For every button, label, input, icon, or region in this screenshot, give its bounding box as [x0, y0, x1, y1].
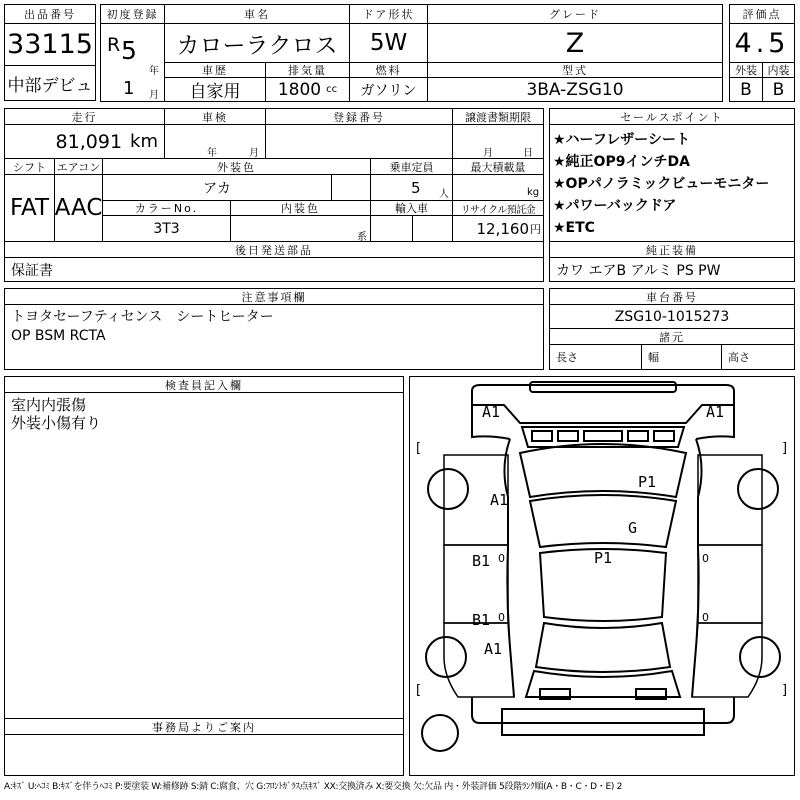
- sales-points-list: [549, 124, 795, 242]
- office-notes-header: 事務局よりご案内: [4, 718, 404, 735]
- office-notes-body: [4, 734, 404, 776]
- exterior-grade-value: B: [729, 77, 763, 102]
- inspector-notes-header: 検査員記入欄: [4, 376, 404, 393]
- grade-header: グレード: [427, 4, 723, 24]
- dimensions-header: 諸元: [549, 328, 795, 345]
- month-unit: 月: [149, 90, 159, 101]
- model-code-header: 型式: [427, 62, 723, 78]
- transfer-deadline-header: 譲渡書類期限: [452, 108, 544, 125]
- right-rear-fender-outline: [692, 623, 762, 697]
- interior-grade-value: B: [762, 77, 795, 102]
- spare-tire-outline: [422, 715, 458, 751]
- mark-left-front-fender: A1: [490, 491, 509, 509]
- inspector-note-line: 外装小傷有り: [11, 414, 102, 432]
- mark-left-rear-door: B1: [472, 611, 491, 629]
- bracket-right-upper: ]: [782, 441, 788, 456]
- displacement-value: 1800: [277, 79, 322, 100]
- score-value: 4.5: [729, 23, 795, 63]
- chassis-no-header: 車台番号: [549, 288, 795, 305]
- lot-no-header: 出品番号: [4, 4, 96, 24]
- color-no-header: カラーNo.: [102, 200, 231, 216]
- inspector-note-line: 室内内張傷: [11, 396, 87, 414]
- zero-mark-rear-door: 0: [498, 611, 505, 624]
- zero-mark-right-front-door: 0: [702, 552, 709, 565]
- sales-point-item: ★パワーバックドア: [553, 198, 677, 214]
- notes-header: 注意事項欄: [4, 288, 544, 305]
- sales-point-item: ★ハーフレザーシート: [553, 132, 691, 148]
- sales-point-item: ★ETC: [553, 220, 595, 236]
- genuine-equipment-value: カワ エアB アルミ PS PW: [549, 257, 795, 282]
- trunk-outline: [526, 671, 680, 697]
- notes-line: トヨタセーフティセンス シートヒーター: [11, 309, 274, 325]
- capacity-header: 乗車定員: [370, 158, 453, 175]
- sales-point-item: ★純正OP9インチDA: [553, 154, 690, 170]
- mark-front-left: A1: [482, 403, 501, 421]
- import-cell-a: [370, 215, 413, 242]
- zero-mark-front-door: 0: [498, 552, 505, 565]
- mark-left-front-door: B1: [472, 552, 491, 570]
- grille-slot: [584, 431, 622, 441]
- max-load-unit: kg: [527, 187, 540, 198]
- accessories-value: 保証書: [4, 257, 544, 282]
- fuel-value: ガソリン: [349, 77, 428, 102]
- car-name-value: カローラクロス: [164, 23, 350, 63]
- max-load-header: 最大積載量: [452, 158, 544, 175]
- grille-slot: [532, 431, 552, 441]
- recycle-cell: [452, 215, 544, 242]
- grille-slot: [628, 431, 648, 441]
- ext-color-value: アカ: [102, 174, 332, 201]
- mileage-cell: [4, 124, 165, 159]
- int-color-unit: 系: [357, 232, 367, 242]
- history-header: 車歴: [164, 62, 266, 78]
- mark-left-rear-fender: A1: [484, 640, 503, 658]
- displacement-unit: cc: [326, 84, 338, 95]
- fuel-header: 燃料: [349, 62, 428, 78]
- first-reg-header: 初度登録: [100, 4, 165, 24]
- history-value: 自家用: [164, 77, 266, 102]
- era-letter: R: [107, 34, 121, 56]
- transfer-deadline-cell: [452, 124, 544, 159]
- inspection-month-unit: 月: [249, 148, 259, 159]
- damage-diagram: [409, 376, 795, 776]
- model-code-value: 3BA-ZSG10: [427, 77, 723, 102]
- windshield-outline: [530, 495, 676, 547]
- right-body-line: [692, 439, 702, 697]
- left-mirror-outline: [428, 469, 468, 509]
- displacement-cell: [265, 77, 350, 102]
- inspection-header: 車検: [164, 108, 266, 125]
- ext-color-sub: [331, 174, 371, 201]
- right-mirror-outline: [738, 469, 778, 509]
- bracket-right-lower: ]: [782, 683, 788, 698]
- capacity-value: 5: [411, 179, 421, 197]
- score-header: 評価点: [729, 4, 795, 24]
- mileage-header: 走行: [4, 108, 165, 125]
- import-header: 輸入車: [370, 200, 453, 216]
- height-cell: 高さ: [721, 344, 795, 370]
- grille-slot: [654, 431, 674, 441]
- front-bumper-outline: [530, 382, 676, 392]
- transfer-month-unit: 月: [483, 148, 493, 159]
- shift-header: シフト: [4, 158, 55, 175]
- displacement-header: 排気量: [265, 62, 350, 78]
- hood-outline: [520, 444, 686, 497]
- sales-points-header: セールスポイント: [549, 108, 795, 125]
- legend-footer: A:ｷｽﾞ U:ﾍｺﾐ B:ｷｽﾞを伴うﾍｺﾐ P:要塗装 W:補修跡 S:錆 C:腐食、穴 G:ﾌﾛﾝﾄｶﾞﾗｽ点ｷｽﾞ XX:交換済み X:要交換 欠:欠品 内・外装評価 5段階ﾗﾝｸ順(A・B・C・D・E) 2: [4, 782, 623, 792]
- aircon-header: エアコン: [54, 158, 103, 175]
- accessories-header: 後日発送部品: [4, 241, 544, 258]
- mark-windshield: G: [628, 519, 638, 537]
- inspection-year-unit: 年: [207, 148, 217, 159]
- ext-color-header: 外装色: [102, 158, 371, 175]
- zero-mark-right-rear-door: 0: [702, 611, 709, 624]
- year-unit: 年: [149, 66, 159, 77]
- mark-roof: P1: [594, 549, 613, 567]
- left-rear-fender-outline: [444, 623, 514, 697]
- aircon-value: AAC: [54, 174, 103, 242]
- reg-year: 5: [121, 36, 137, 65]
- first-reg-cell: [100, 23, 165, 102]
- front-panel-outline: [472, 385, 734, 405]
- grade-value: Z: [427, 23, 723, 63]
- mark-front-right: A1: [706, 403, 725, 421]
- genuine-equipment-header: 純正装備: [549, 241, 795, 258]
- left-body-line: [504, 439, 514, 697]
- transfer-day-unit: 日: [523, 148, 533, 159]
- inspector-notes-body: [4, 392, 404, 719]
- reg-no-cell: [265, 124, 453, 159]
- color-no-value: 3T3: [102, 215, 231, 242]
- reg-no-header: 登録番号: [265, 108, 453, 125]
- int-color-header: 内装色: [230, 200, 371, 216]
- notes-line: OP BSM RCTA: [11, 328, 106, 344]
- mileage-unit: km: [130, 131, 158, 152]
- mark-roof-front: P1: [638, 473, 657, 491]
- grille-slot: [558, 431, 578, 441]
- recycle-value: 12,160: [476, 219, 529, 238]
- car-outline-diagram: [410, 377, 795, 776]
- int-color-cell: [230, 215, 371, 242]
- capacity-unit: 人: [439, 189, 449, 200]
- recycle-unit: 円: [530, 222, 541, 236]
- capacity-cell: [370, 174, 453, 201]
- width-cell: 幅: [641, 344, 722, 370]
- exterior-grade-header: 外装: [729, 62, 763, 78]
- lot-no-value: 33115: [4, 23, 96, 66]
- sales-point-item: ★OPパノラミックビューモニター: [553, 176, 770, 192]
- chassis-no-value: ZSG10-1015273: [549, 304, 795, 329]
- right-front-door-outline: [698, 455, 762, 545]
- bracket-left-upper: [: [416, 441, 422, 456]
- rear-glass-outline: [536, 623, 670, 672]
- bracket-left-lower: [: [416, 683, 422, 698]
- venue-value: 中部デビュ: [4, 65, 96, 101]
- door-type-header: ドア形状: [349, 4, 428, 24]
- notes-body: [4, 304, 544, 370]
- max-load-cell: [452, 174, 544, 201]
- hood-front-outline: [472, 405, 734, 423]
- interior-grade-header: 内装: [762, 62, 795, 78]
- inspection-cell: [164, 124, 266, 159]
- recycle-header: リサイクル預託金: [452, 200, 544, 216]
- car-name-header: 車名: [164, 4, 350, 24]
- import-cell-b: [412, 215, 453, 242]
- mileage-value: 81,091: [55, 130, 123, 153]
- shift-value: FAT: [4, 174, 55, 242]
- door-type-value: 5W: [349, 23, 428, 63]
- reg-month: 1: [123, 78, 135, 99]
- length-cell: 長さ: [549, 344, 642, 370]
